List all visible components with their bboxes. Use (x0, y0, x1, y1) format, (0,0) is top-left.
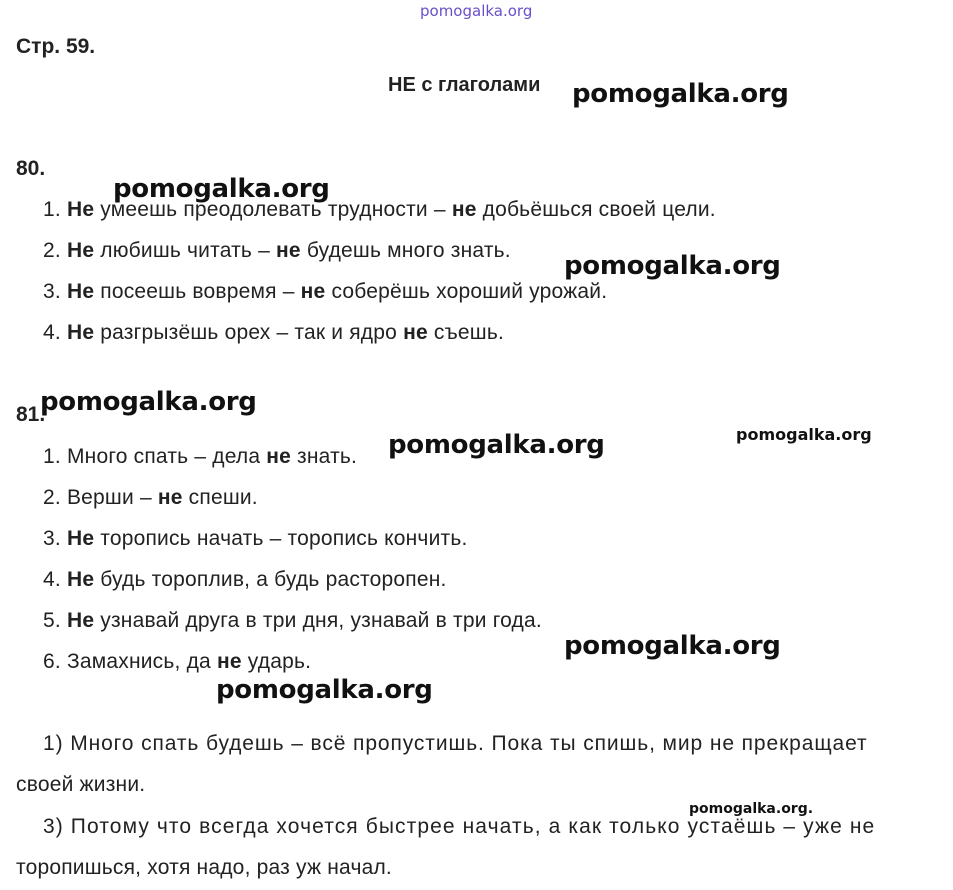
exercise-81-item-4: 4. Не будь тороплив, а будь расторопен. (43, 568, 447, 591)
exercise-80-item-4: 4. Не разгрызёшь орех – так и ядро не съешь. (43, 321, 504, 344)
page-reference: Стр. 59. (16, 35, 96, 58)
watermark-small: pomogalka.org. (689, 801, 814, 817)
topic-title: НЕ с глаголами (388, 74, 541, 96)
watermark: pomogalka.org (216, 675, 433, 705)
exercise-81-item-2: 2. Верши – не спеши. (43, 486, 258, 509)
exercise-81-item-6: 6. Замахнись, да не ударь. (43, 650, 312, 673)
explanation-1-line-2: своей жизни. (16, 773, 146, 796)
exercise-81-number: 81. (16, 403, 46, 426)
watermark-small: pomogalka.org (736, 425, 872, 444)
watermark-top: pomogalka.org (420, 2, 533, 20)
explanation-2-line-2: торопишься, хотя надо, раз уж начал. (16, 856, 392, 879)
watermark: pomogalka.org (388, 430, 605, 460)
exercise-80-item-3: 3. Не посеешь вовремя – не соберёшь хороший урожай. (43, 280, 608, 303)
watermark: pomogalka.org (40, 387, 257, 417)
watermark: pomogalka.org (564, 251, 781, 281)
exercise-80-number: 80. (16, 157, 46, 180)
watermark: pomogalka.org (564, 631, 781, 661)
exercise-81-item-1: 1. Много спать – дела не знать. (43, 445, 358, 468)
exercise-80-item-1: 1. Не умеешь преодолевать трудности – не добьёшься своей цели. (43, 198, 716, 221)
explanation-1-line-1: 1) Много спать будешь – всё пропустишь. Пока ты спишь, мир не прекращает (43, 732, 868, 755)
exercise-80-item-2: 2. Не любишь читать – не будешь много знать. (43, 239, 511, 262)
watermark: pomogalka.org (572, 79, 789, 109)
exercise-81-item-5: 5. Не узнавай друга в три дня, узнавай в три года. (43, 609, 542, 632)
exercise-81-item-3: 3. Не торопись начать – торопись кончить. (43, 527, 468, 550)
watermark: pomogalka.org (113, 174, 330, 204)
explanation-2-line-1: 3) Потому что всегда хочется быстрее начать, а как только устаёшь – уже не (43, 815, 876, 838)
